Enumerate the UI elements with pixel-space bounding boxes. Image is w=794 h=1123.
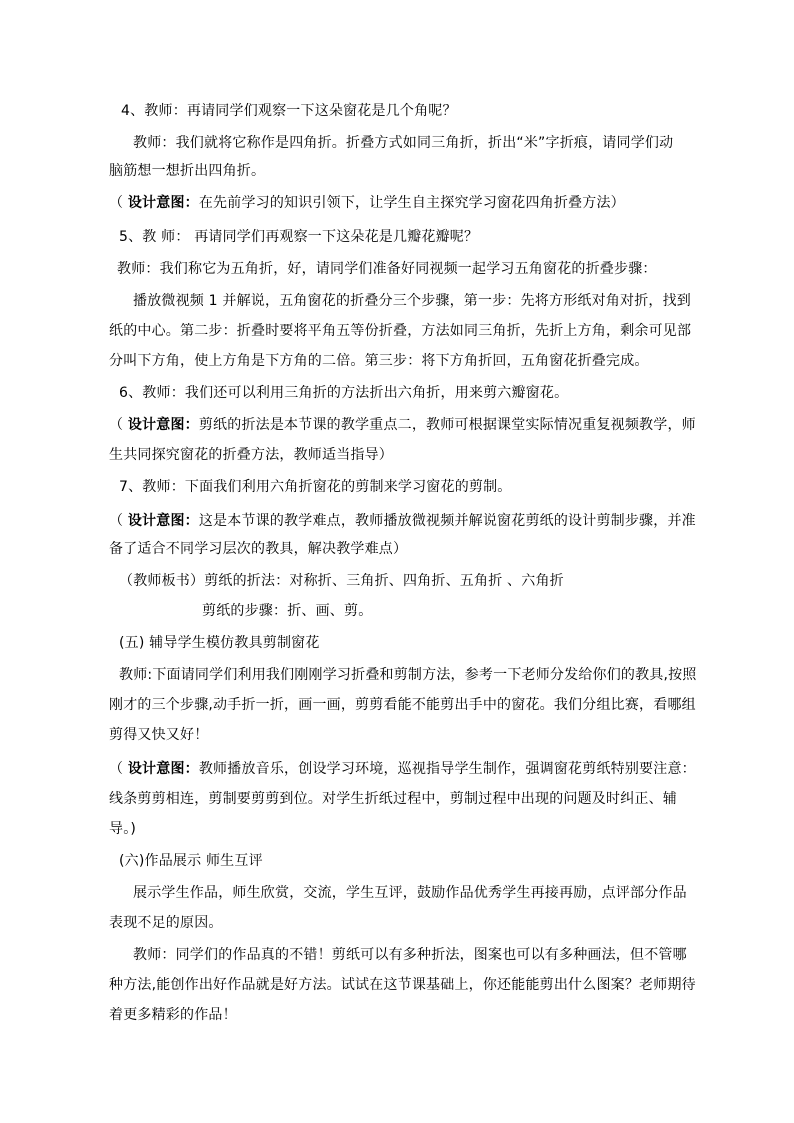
paragraph-line: 7、教师：下面我们利用六角折窗花的剪制来学习窗花的剪制。 xyxy=(119,479,512,495)
paragraph-line: 线条剪剪相连，剪制要剪剪到位。对学生折纸过程中，剪制过程中出现的问题及时纠正、辅 xyxy=(109,791,677,807)
design-intent-label: 设计意图： xyxy=(127,513,199,529)
design-intent-label: 设计意图： xyxy=(127,417,199,433)
board-writing-line: 剪纸的步骤：折、画、剪。 xyxy=(202,603,373,619)
paragraph-line: 5、教 师： 再请同学们再观察一下这朵花是几瓣花瓣呢？ xyxy=(119,229,479,245)
paragraph-line: 种方法,能创作出好作品就是好方法。试试在这节课基础上，你还能能剪出什么图案？老师期待 xyxy=(109,977,696,993)
paragraph-line: 教师：我们就将它称作是四角折。折叠方式如同三角折，折出“米”字折痕，请同学们动 xyxy=(133,135,674,151)
paragraph-line: 展示学生作品，师生欣赏，交流，学生互评，鼓励作品优秀学生再接再励，点评部分作品 xyxy=(133,885,687,901)
paragraph-line: 教师：同学们的作品真的不错！剪纸可以有多种折法，图案也可以有多种画法，但不管哪 xyxy=(133,947,687,963)
paragraph-line: 6、教师：我们还可以利用三角折的方法折出六角折，用来剪六瓣窗花。 xyxy=(119,385,569,401)
design-intent-label: 设计意图： xyxy=(127,761,199,777)
design-intent-text: 教师播放音乐，创设学习环境，巡视指导学生制作，强调窗花剪纸特别要注意： xyxy=(198,761,696,777)
design-intent-line xyxy=(109,511,696,531)
paragraph-line: 剪得又快又好！ xyxy=(109,727,209,743)
paragraph-line: 生共同探究窗花的折叠方法，教师适当指导） xyxy=(109,447,393,463)
design-intent-line xyxy=(109,193,625,213)
paren: （ xyxy=(109,195,128,211)
section-heading: (五) 辅导学生模仿教具剪制窗花 xyxy=(119,635,320,651)
paragraph-line: 纸的中心。第二步：折叠时要将平角五等份折叠，方法如同三角折，先折上方角，剩余可见部 xyxy=(109,323,692,339)
paragraph-line: 教师：我们称它为五角折，好，请同学们准备好同视频一起学习五角窗花的折叠步骤： xyxy=(117,261,657,277)
paragraph-line: 播放微视频 1 并解说，五角窗花的折叠分三个步骤，第一步：先将方形纸对角对折，找到 xyxy=(133,293,692,309)
design-intent-text: 剪纸的折法是本节课的教学重点二，教师可根据课堂实际情况重复视频教学，师 xyxy=(198,417,696,433)
board-writing-line: （教师板书）剪纸的折法：对称折、三角折、四角折、五角折 、六角折 xyxy=(119,573,564,589)
paragraph-line: 表现不足的原因。 xyxy=(109,915,223,931)
paragraph-line: 刚才的三个步骤,动手折一折，画一画，剪剪看能不能剪出手中的窗花。我们分组比赛，看哪组 xyxy=(109,697,696,713)
design-intent-text: 在先前学习的知识引领下，让学生自主探究学习窗花四角折叠方法） xyxy=(198,195,625,211)
paragraph-line: 脑筋想一想折出四角折。 xyxy=(109,163,266,179)
paren: （ xyxy=(109,761,128,777)
design-intent-line xyxy=(109,759,696,779)
paragraph-line: 备了适合不同学习层次的教具，解决教学难点） xyxy=(109,541,408,557)
design-intent-label: 设计意图： xyxy=(127,195,199,211)
section-heading: (六)作品展示 师生互评 xyxy=(119,853,263,869)
paragraph-line: 4、教师：再请同学们观察一下这朵窗花是几个角呢？ xyxy=(121,103,457,119)
paragraph-line: 着更多精彩的作品！ xyxy=(109,1007,237,1023)
design-intent-text: 这是本节课的教学难点，教师播放微视频并解说窗花剪纸的设计剪制步骤，并准 xyxy=(198,513,696,529)
design-intent-line xyxy=(109,415,696,435)
paren: （ xyxy=(109,513,128,529)
paragraph-line: 导。) xyxy=(109,821,137,837)
paragraph-line: 教师:下面请同学们利用我们刚刚学习折叠和剪制方法，参考一下老师分发给你们的教具,按照 xyxy=(119,667,697,683)
paragraph-line: 分叫下方角，使上方角是下方角的二倍。第三步：将下方角折回，五角窗花折叠完成。 xyxy=(109,353,649,369)
paren: （ xyxy=(109,417,128,433)
